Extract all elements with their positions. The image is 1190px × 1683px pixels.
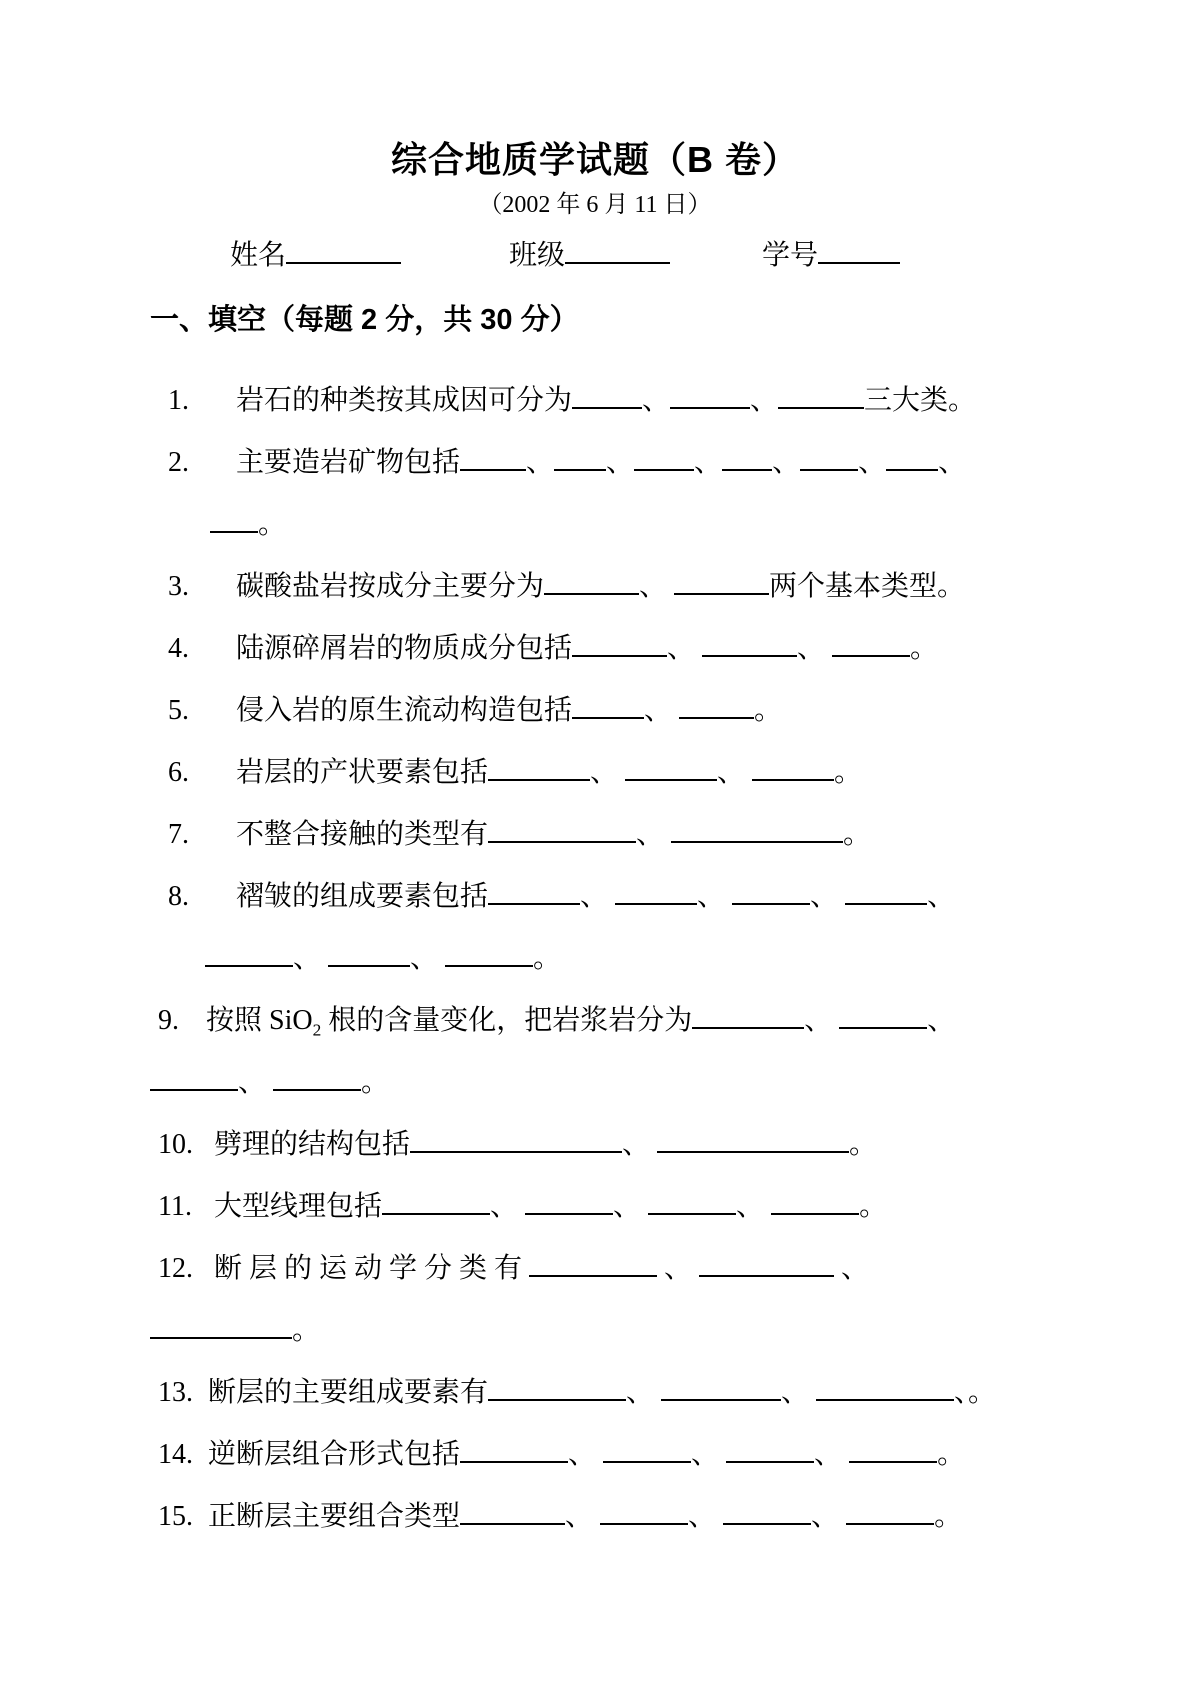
field-name (230, 236, 401, 276)
question-5-text: 。 (754, 695, 783, 726)
question-4-text: 、 (667, 633, 703, 664)
question-11 (150, 1176, 1040, 1238)
field-class-label: 班级 (509, 240, 566, 271)
question-14-text: 、 (568, 1439, 604, 1470)
section-heading: 一、填空（每题 2 分，共 30 分） (150, 304, 579, 336)
question-9-number: 9. (158, 1005, 179, 1036)
question-6 (150, 742, 1040, 804)
student-info-row (150, 236, 1040, 276)
question-4-fill-blank (702, 655, 797, 657)
question-12-fill-blank (150, 1337, 292, 1339)
question-11-fill-blank (648, 1213, 736, 1215)
question-5-number: 5. (168, 695, 189, 726)
question-15 (150, 1486, 1040, 1548)
question-3-text: 、 (639, 571, 675, 602)
question-6-number: 6. (168, 757, 189, 788)
question-3-number: 3. (168, 571, 189, 602)
question-2-fill-blank (800, 469, 858, 471)
question-9-line-1 (150, 990, 1040, 1052)
question-9-text: 、 (238, 1067, 274, 1098)
question-4-text: 陆源碎屑岩的物质成分包括 (236, 633, 573, 664)
question-8-text: 、 (810, 881, 846, 912)
question-15-text: 正断层主要组合类型 (208, 1501, 461, 1532)
question-12-text: 断 层 的 运 动 学 分 类 有 (214, 1253, 530, 1284)
question-12-text: 。 (292, 1315, 321, 1346)
question-13-number: 13. (158, 1377, 193, 1408)
question-15-fill-blank (600, 1523, 688, 1525)
question-13-fill-blank (661, 1399, 781, 1401)
question-2-text: 、 (772, 447, 801, 478)
question-5 (150, 680, 1040, 742)
question-14-text: 。 (937, 1439, 966, 1470)
question-14-text: 、 (691, 1439, 727, 1470)
field-number-blank (818, 262, 900, 264)
question-1-fill-blank (778, 407, 864, 409)
question-11-text: 、 (613, 1191, 649, 1222)
question-8-fill-blank (328, 965, 410, 967)
question-9-text: 。 (361, 1067, 390, 1098)
question-9-text: 按照 SiO (206, 1005, 313, 1036)
question-10-text: 劈理的结构包括 (214, 1129, 411, 1160)
question-13-fill-blank (816, 1399, 954, 1401)
question-8-line-1 (150, 866, 1040, 928)
question-13-text: 断层的主要组成要素有 (208, 1377, 489, 1408)
question-11-fill-blank (382, 1213, 490, 1215)
question-4 (150, 618, 1040, 680)
question-8-text: 、 (697, 881, 733, 912)
question-3-text: 碳酸盐岩按成分主要分为 (236, 571, 545, 602)
question-4-number: 4. (168, 633, 189, 664)
question-8-fill-blank (732, 903, 810, 905)
question-6-fill-blank (752, 779, 834, 781)
question-6-text: 岩层的产状要素包括 (236, 757, 489, 788)
question-14-fill-blank (849, 1461, 937, 1463)
field-class-blank (565, 262, 670, 264)
question-8-fill-blank (488, 903, 580, 905)
question-7-fill-blank (671, 841, 843, 843)
field-class (509, 236, 670, 276)
question-9-text: 根的含量变化，把岩浆岩分为 (321, 1005, 693, 1036)
question-2-text: 主要造岩矿物包括 (236, 447, 461, 478)
question-1-text: 、 (750, 385, 779, 416)
question-9-text: 、 (927, 1005, 956, 1036)
question-12-line-2 (150, 1300, 1040, 1362)
question-11-fill-blank (771, 1213, 859, 1215)
question-13-fill-blank (488, 1399, 626, 1401)
question-11-number: 11. (158, 1191, 192, 1222)
question-14 (150, 1424, 1040, 1486)
question-2-text: 、 (858, 447, 887, 478)
question-11-text: 。 (859, 1191, 888, 1222)
question-15-text: 、 (688, 1501, 724, 1532)
question-8-text: 、 (293, 943, 329, 974)
question-12-text: 、 (657, 1253, 700, 1284)
question-1-text: 岩石的种类按其成因可分为 (236, 385, 573, 416)
question-15-text: 。 (934, 1501, 963, 1532)
question-6-fill-blank (488, 779, 590, 781)
question-2-text: 、 (606, 447, 635, 478)
question-8-fill-blank (205, 965, 293, 967)
question-2-text: 。 (258, 509, 287, 540)
question-2-fill-blank (210, 531, 258, 533)
question-7 (150, 804, 1040, 866)
question-2-fill-blank (886, 469, 938, 471)
question-15-fill-blank (846, 1523, 934, 1525)
question-8-text: 、 (580, 881, 616, 912)
question-6-text: 、 (590, 757, 626, 788)
question-11-text: 、 (736, 1191, 772, 1222)
question-2-fill-blank (634, 469, 694, 471)
question-9-line-2 (150, 1052, 1040, 1114)
question-12-fill-blank (699, 1275, 834, 1277)
question-5-fill-blank (572, 717, 644, 719)
question-13-text: 、。 (954, 1377, 997, 1408)
question-5-text: 侵入岩的原生流动构造包括 (236, 695, 573, 726)
question-13 (150, 1362, 1040, 1424)
question-4-text: 、 (797, 633, 833, 664)
question-2-fill-blank (460, 469, 526, 471)
question-14-fill-blank (726, 1461, 814, 1463)
question-15-text: 、 (811, 1501, 847, 1532)
question-1-text: 三大类。 (864, 385, 977, 416)
question-4-text: 。 (910, 633, 939, 664)
question-7-number: 7. (168, 819, 189, 850)
question-1 (150, 370, 1040, 432)
question-13-text: 、 (626, 1377, 662, 1408)
question-7-text: 、 (636, 819, 672, 850)
page-content (150, 138, 1040, 1548)
question-4-fill-blank (572, 655, 667, 657)
question-13-text: 、 (781, 1377, 817, 1408)
question-5-text: 、 (644, 695, 680, 726)
question-8-text: 。 (533, 943, 562, 974)
field-name-label: 姓名 (230, 240, 287, 271)
question-9-fill-blank (273, 1089, 361, 1091)
question-5-fill-blank (679, 717, 754, 719)
question-11-text: 大型线理包括 (214, 1191, 383, 1222)
question-4-fill-blank (832, 655, 910, 657)
question-9-fill-blank (839, 1027, 927, 1029)
question-12-fill-blank (529, 1275, 657, 1277)
question-15-fill-blank (460, 1523, 565, 1525)
question-8-text: 、 (410, 943, 446, 974)
question-1-fill-blank (670, 407, 750, 409)
question-6-fill-blank (625, 779, 717, 781)
question-11-text: 、 (490, 1191, 526, 1222)
question-14-fill-blank (603, 1461, 691, 1463)
field-name-blank (286, 262, 401, 264)
question-2-line-2 (150, 494, 1040, 556)
question-2-fill-blank (554, 469, 606, 471)
question-9-fill-blank (692, 1027, 804, 1029)
question-10 (150, 1114, 1040, 1176)
question-15-number: 15. (158, 1501, 193, 1532)
question-14-text: 、 (814, 1439, 850, 1470)
question-6-text: 、 (717, 757, 753, 788)
question-1-text: 、 (642, 385, 671, 416)
question-12-number: 12. (158, 1253, 193, 1284)
question-1-fill-blank (572, 407, 642, 409)
questions (150, 370, 1040, 1548)
question-12-line-1 (150, 1238, 1040, 1300)
question-10-text: 、 (622, 1129, 658, 1160)
question-3 (150, 556, 1040, 618)
question-14-text: 逆断层组合形式包括 (208, 1439, 461, 1470)
question-8-text: 褶皱的组成要素包括 (236, 881, 489, 912)
question-3-fill-blank (544, 593, 639, 595)
question-8-fill-blank (845, 903, 927, 905)
question-9-text: 、 (804, 1005, 840, 1036)
question-3-fill-blank (674, 593, 769, 595)
field-number (762, 236, 900, 276)
question-3-text: 两个基本类型。 (769, 571, 966, 602)
question-10-text: 。 (849, 1129, 878, 1160)
page-title: 综合地质学试题（B 卷） (390, 139, 799, 180)
field-number-label: 学号 (762, 240, 819, 271)
question-7-text: 。 (843, 819, 872, 850)
exam-date: （2002 年 6 月 11 日） (478, 192, 712, 218)
question-10-fill-blank (657, 1151, 849, 1153)
question-8-line-2 (150, 928, 1040, 990)
question-6-text: 。 (834, 757, 863, 788)
question-9-subscript: 2 (312, 1020, 322, 1040)
question-2-text: 、 (694, 447, 723, 478)
question-11-fill-blank (525, 1213, 613, 1215)
question-2-number: 2. (168, 447, 189, 478)
question-15-text: 、 (565, 1501, 601, 1532)
question-14-fill-blank (460, 1461, 568, 1463)
question-10-fill-blank (410, 1151, 622, 1153)
question-8-text: 、 (927, 881, 956, 912)
question-8-fill-blank (615, 903, 697, 905)
question-2-fill-blank (722, 469, 772, 471)
question-8-fill-blank (445, 965, 533, 967)
question-2-text: 、 (938, 447, 967, 478)
question-2-line-1 (150, 432, 1040, 494)
question-8-number: 8. (168, 881, 189, 912)
question-7-text: 不整合接触的类型有 (236, 819, 489, 850)
question-15-fill-blank (723, 1523, 811, 1525)
question-12-text: 、 (834, 1253, 870, 1284)
question-2-text: 、 (526, 447, 555, 478)
question-10-number: 10. (158, 1129, 193, 1160)
question-7-fill-blank (488, 841, 636, 843)
question-9-fill-blank (150, 1089, 238, 1091)
question-14-number: 14. (158, 1439, 193, 1470)
question-1-number: 1. (168, 385, 189, 416)
